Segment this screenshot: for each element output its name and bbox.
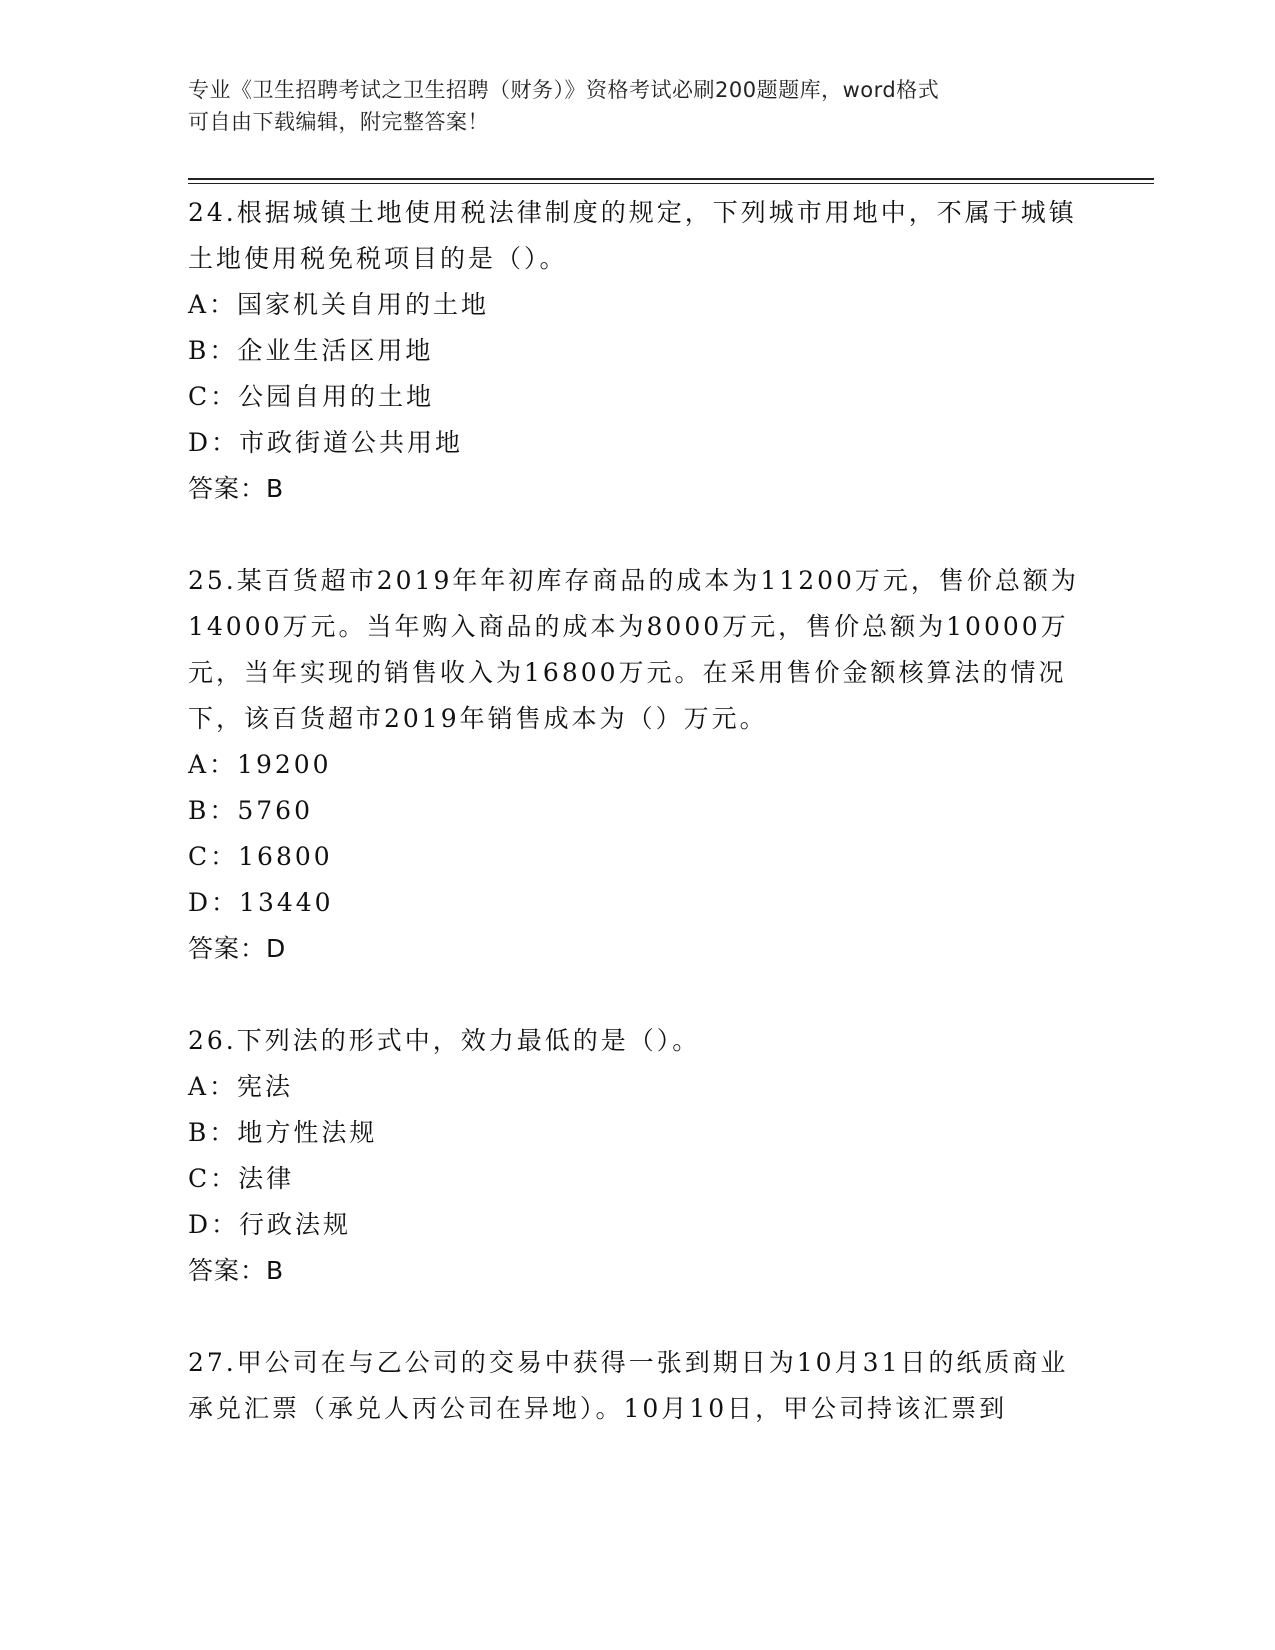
header-line-1: 专业《卫生招聘考试之卫生招聘（财务）》资格考试必刷200题题库，word格式 bbox=[188, 78, 940, 102]
header-line-2: 可自由下载编辑，附完整答案！ bbox=[188, 110, 489, 134]
option-d: D：行政法规 bbox=[188, 1210, 352, 1239]
option-c: C：公园自用的土地 bbox=[188, 382, 435, 411]
option-b: B：企业生活区用地 bbox=[188, 336, 434, 365]
question-stem: 27.甲公司在与乙公司的交易中获得一张到期日为10月31日的纸质商业承兑汇票（承兑人丙公司在异地）。10月10日，甲公司持该汇票到 bbox=[188, 1348, 1069, 1423]
question-25 bbox=[188, 558, 1088, 972]
answer-label: 答案：B bbox=[188, 1256, 285, 1285]
header-divider-thick bbox=[188, 178, 1154, 180]
question-list bbox=[188, 190, 1088, 1478]
option-c: C：法律 bbox=[188, 1164, 295, 1193]
header-divider-thin bbox=[188, 183, 1154, 184]
answer-label: 答案：B bbox=[188, 474, 285, 503]
answer-label: 答案：D bbox=[188, 934, 287, 963]
option-d: D：13440 bbox=[188, 888, 334, 917]
document-header bbox=[188, 74, 1088, 138]
question-24 bbox=[188, 190, 1088, 512]
question-stem: 24.根据城镇土地使用税法律制度的规定，下列城市用地中，不属于城镇土地使用税免税项目的是（）。 bbox=[188, 198, 1077, 273]
option-a: A：宪法 bbox=[188, 1072, 294, 1101]
question-26 bbox=[188, 1018, 1088, 1294]
option-a: A：国家机关自用的土地 bbox=[188, 290, 490, 319]
option-d: D：市政街道公共用地 bbox=[188, 428, 464, 457]
option-b: B：5760 bbox=[188, 796, 313, 825]
option-c: C：16800 bbox=[188, 842, 333, 871]
question-stem: 25.某百货超市2019年年初库存商品的成本为11200万元，售价总额为14000万元。当年购入商品的成本为8000万元，售价总额为10000万元，当年实现的销售收入为16800万元。在采用售价金额核算法的情况下，该百货超市2019年销售成本为（）万元。 bbox=[188, 566, 1079, 733]
option-a: A：19200 bbox=[188, 750, 332, 779]
question-stem: 26.下列法的形式中，效力最低的是（）。 bbox=[188, 1026, 701, 1055]
question-27 bbox=[188, 1340, 1088, 1432]
option-b: B：地方性法规 bbox=[188, 1118, 378, 1147]
